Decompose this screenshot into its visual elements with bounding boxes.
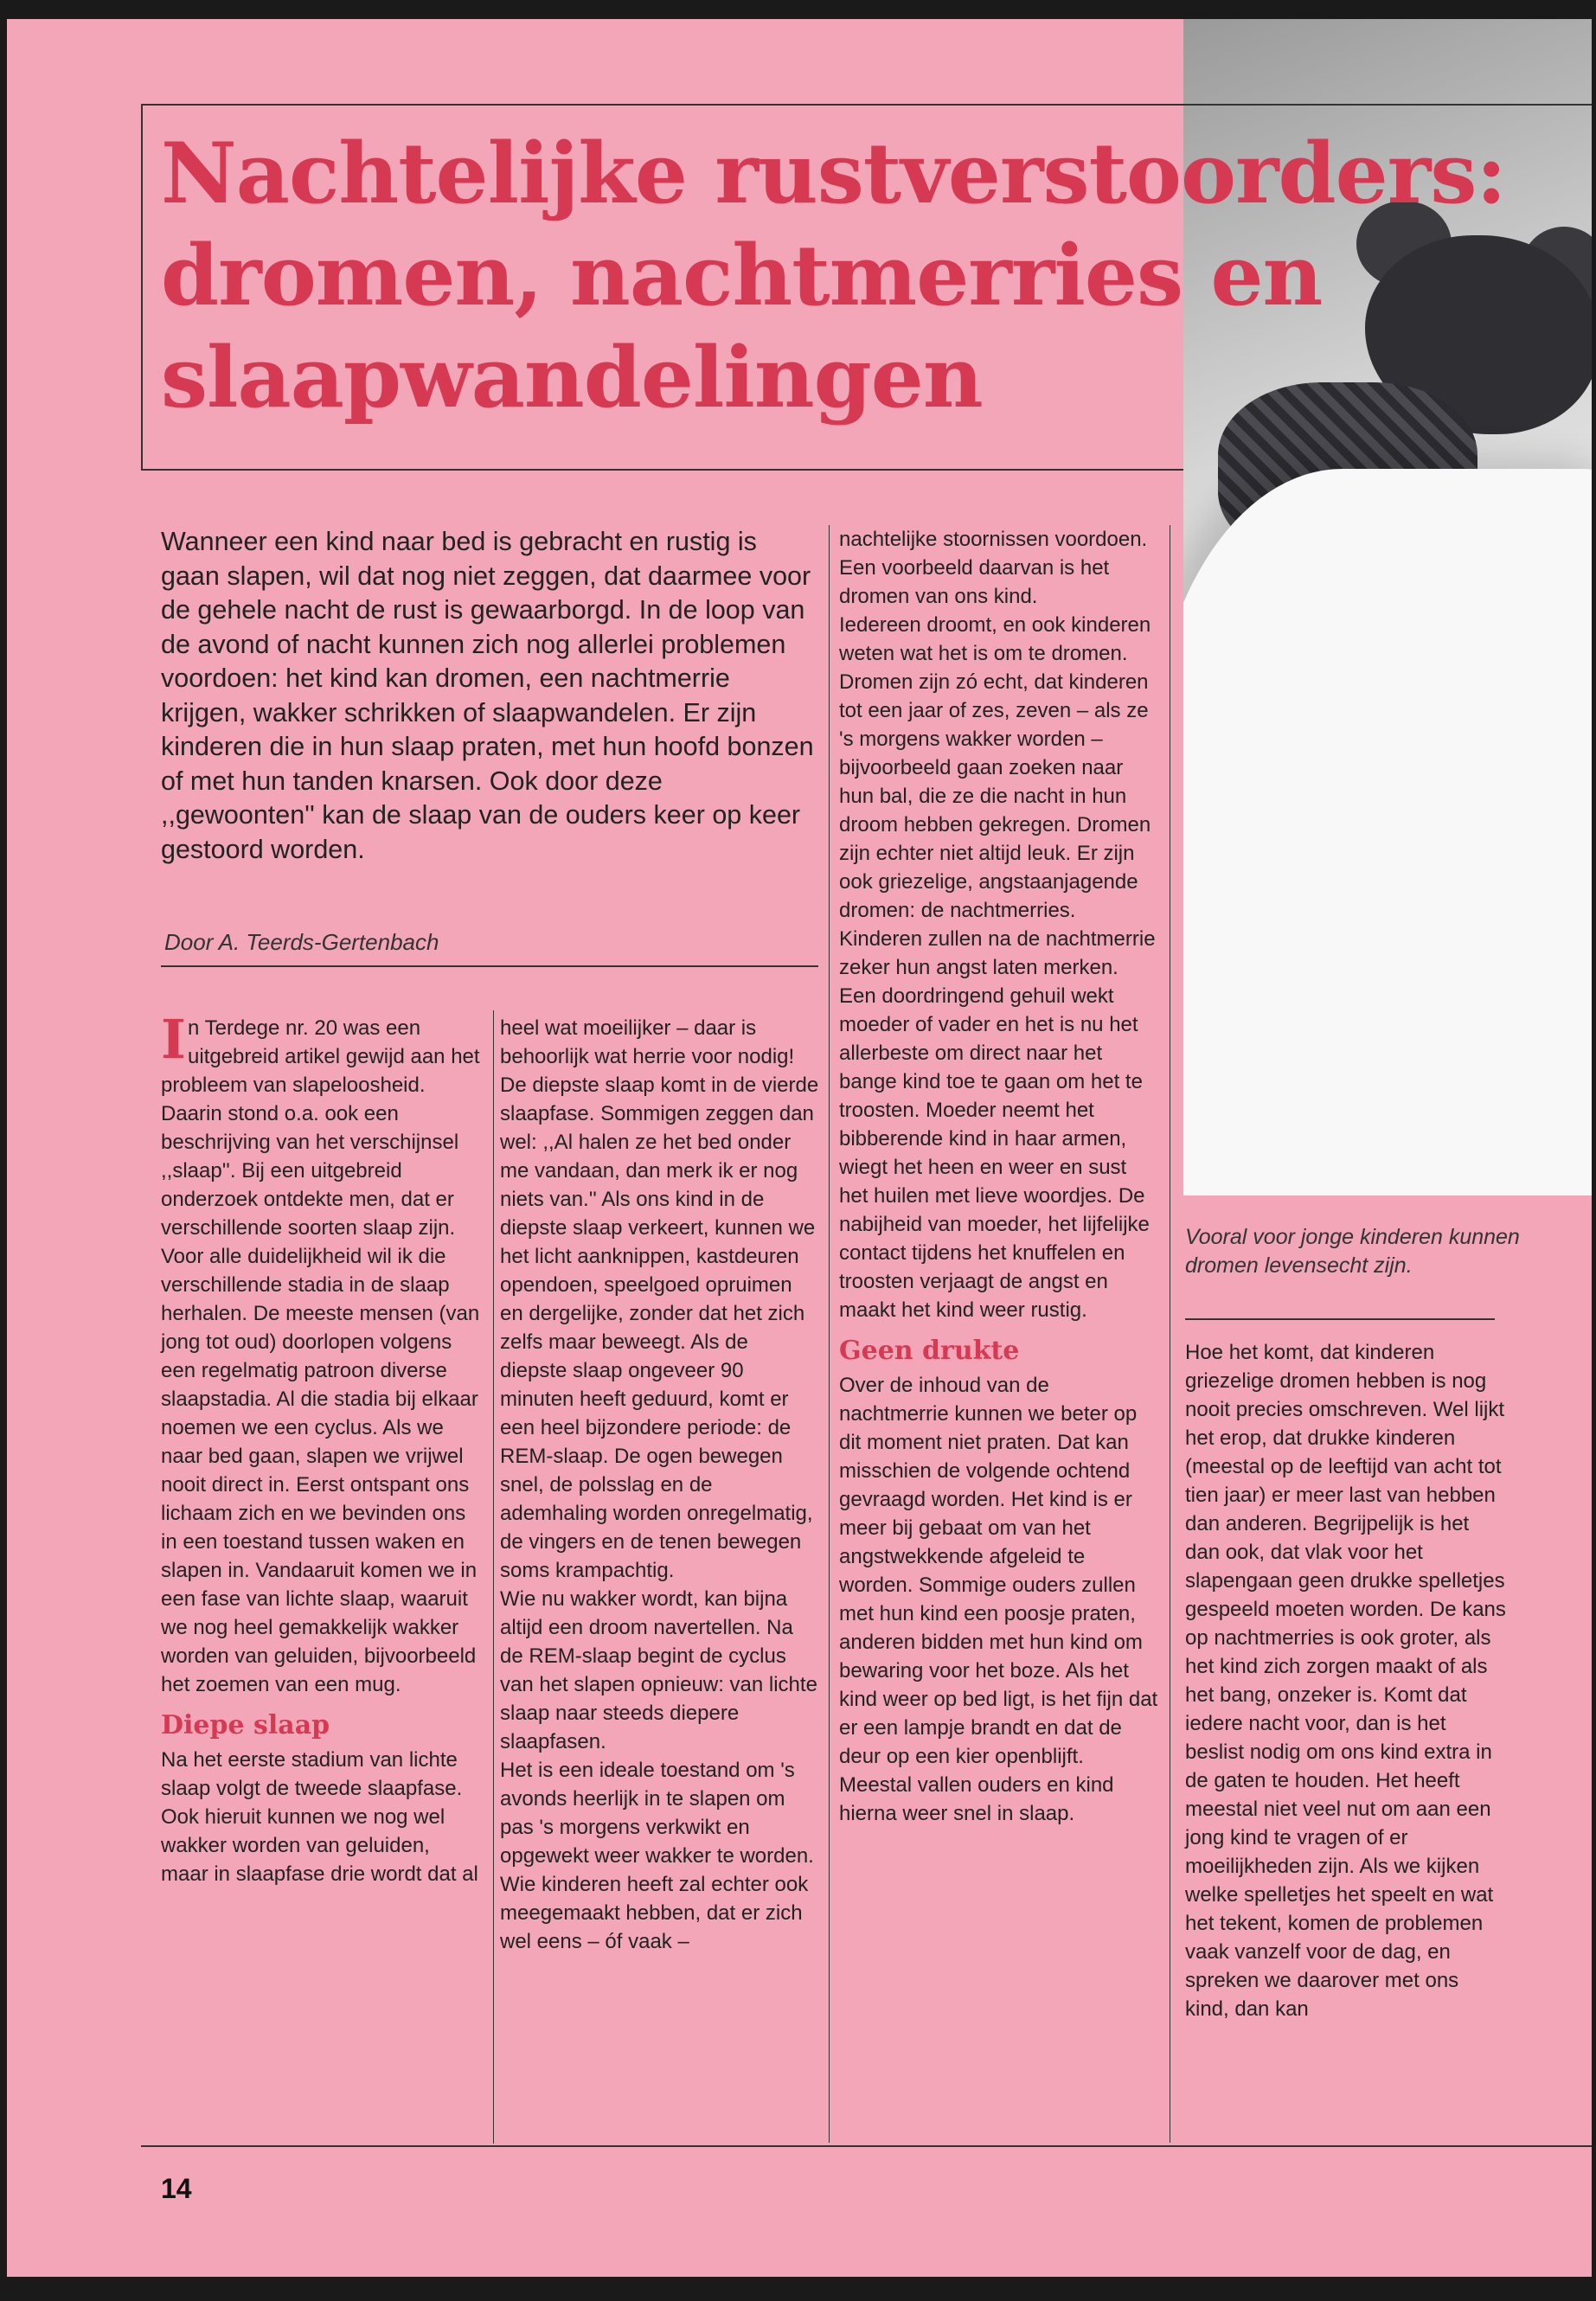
paragraph: nachtelijke stoornissen voordoen. Een voorbeeld daarvan is het dromen van ons kind.	[839, 528, 1148, 608]
page-number: 14	[161, 2173, 192, 2204]
byline-rule	[161, 965, 818, 967]
title-bottom-rule	[141, 469, 1183, 471]
column-4	[1185, 1338, 1507, 2023]
bottom-rule	[141, 2145, 1592, 2147]
byline: Door A. Teerds-Gertenbach	[164, 929, 439, 955]
paragraph: Hoe het komt, dat kinderen griezelige dromen hebben is nog nooit precies omschreven. Wel lijkt het erop, dat drukke kinderen (meestal op de leeftijd van acht tot tien jaar) er meer last van hebben dan anderen. Begrijpelijk is het dan ook, dat vlak voor het slapengaan geen drukke spelletjes gespeeld moeten worden. De kans op nachtmerries is ook groter, als het kind zich zorgen maakt of als het bang, onzeker is. Komt dat iedere nacht voor, dan is het beslist nodig om ons kind extra in de gaten te houden. Het heeft meestal niet veel nut om aan een jong kind te vragen of er moeilijkheden zijn. Als we kijken welke spelletjes het speelt en wat het tekent, komen de problemen vaak vanzelf voor de dag, en spreken we daarover met ons kind, dan kan	[1185, 1341, 1506, 2021]
section-heading: Diepe slaap	[161, 1710, 330, 1740]
title-line: Nachtelijke rustverstoorders:	[161, 125, 1506, 222]
column-2	[500, 1014, 820, 1956]
paragraph	[161, 1008, 481, 1699]
column-1	[161, 1008, 481, 1888]
top-rule	[141, 104, 1592, 106]
paragraph: Over de inhoud van de nachtmerrie kunnen we beter op dit moment niet praten. Dat kan misschien de volgende ochtend gevraagd worden. Het kind is er meer bij gebaat om van het angstwekkende afgeleid te worden. Sommige ouders zullen met hun kind een poosje praten, anderen bidden met hun kind om bewaring voor het boze. Als het kind weer op bed ligt, is het fijn dat er een lampje brandt en dat de deur op een kier openblijft. Meestal vallen ouders en kind hierna weer snel in slaap.	[839, 1374, 1158, 1825]
left-rule	[141, 104, 143, 470]
intro-paragraph: Wanneer een kind naar bed is gebracht en rustig is gaan slapen, wil dat nog niet zeggen, dat daarmee voor de gehele nacht de rust is gewaarborgd. In de loop van de avond of nacht kunnen zich nog allerlei problemen voordoen: het kind kan dromen, een nachtmerrie krijgen, wakker schrikken of slaapwandelen. Er zijn kinderen die in hun slaap praten, met hun hoofd bonzen of met hun tanden knarsen. Ook door deze ,,gewoonten'' kan de slaap van de ouders keer op keer gestoord worden.	[161, 527, 814, 864]
column-divider	[493, 1010, 494, 2144]
paragraph-text: n Terdege nr. 20 was een uitgebreid artikel gewijd aan het probleem van slapeloosheid. Daarin stond o.a. ook een beschrijving van het verschijnsel ,,slaap''. Bij een uitgebreid onderzoek ontdekte men, dat er verschillende soorten slaap zijn. Voor alle duidelijkheid wil ik die verschillende stadia in de slaap herhalen. De meeste mensen (van jong tot oud) doorlopen volgens een regelmatig patroon diverse slaapstadia. Al die stadia bij elkaar noemen we een cyclus. Als we naar bed gaan, slapen we vrijwel nooit direct in. Eerst ontspant ons lichaam zich en we bevinden ons in een toestand tussen waken en slapen in. Vandaaruit komen we in een fase van lichte slaap, waaruit we nog heel gemakkelijk wakker worden van geluiden, bijvoorbeeld het zoemen van een mug.	[161, 1016, 480, 1696]
magazine-page	[7, 19, 1592, 2277]
section-heading: Geen drukte	[839, 1336, 1020, 1366]
photo-caption: Vooral voor jonge kinderen kunnen dromen levensecht zijn.	[1185, 1225, 1520, 1278]
title-line: dromen, nachtmerries en	[161, 227, 1323, 324]
paragraph: Het is een ideale toestand om 's avonds heerlijk in te slapen om pas 's morgens verkwikt en opgewekt weer wakker te worden. Wie kinderen heeft zal echter ook meegemaakt hebben, dat er zich wel eens – óf vaak –	[500, 1759, 814, 1953]
paragraph: Na het eerste stadium van lichte slaap volgt de tweede slaapfase. Ook hieruit kunnen we nog wel wakker worden van geluiden, maar in slaapfase drie wordt dat al	[161, 1748, 478, 1886]
paragraph: Wie nu wakker wordt, kan bijna altijd een droom navertellen. Na de REM-slaap begint de cyclus van het slapen opnieuw: van lichte slaap naar steeds diepere slaapfasen.	[500, 1587, 817, 1753]
column-divider	[829, 525, 830, 2143]
bed-sheet	[1183, 469, 1592, 1195]
drop-cap: I	[161, 1008, 187, 1071]
article-title	[161, 123, 1562, 429]
title-line: slaapwandelingen	[161, 329, 983, 426]
caption-rule	[1185, 1318, 1495, 1320]
column-3	[839, 525, 1161, 1828]
paragraph: heel wat moeilijker – daar is behoorlijk wat herrie voor nodig! De diepste slaap komt in de vierde slaapfase. Sommigen zeggen dan wel: ,,Al halen ze het bed onder me vandaan, dan merk ik er nog niets van.'' Als ons kind in de diepste slaap verkeert, kunnen we het licht aanknippen, kastdeuren opendoen, speelgoed opruimen en dergelijke, zonder dat het zich zelfs maar beweegt. Als de diepste slaap ongeveer 90 minuten heeft geduurd, komt er een heel bijzondere periode: de REM-slaap. De ogen bewegen snel, de polsslag en de ademhaling worden onregelmatig, de vingers en de tenen bewegen soms krampachtig.	[500, 1016, 819, 1582]
paragraph: Iedereen droomt, en ook kinderen weten wat het is om te dromen. Dromen zijn zó echt, dat kinderen tot een jaar of zes, zeven – als ze 's morgens wakker worden – bijvoorbeeld gaan zoeken naar hun bal, die ze die nacht in hun droom hebben gekregen. Dromen zijn echter niet altijd leuk. Er zijn ook griezelige, angstaanjagende dromen: de nachtmerries. Kinderen zullen na de nachtmerrie zeker hun angst laten merken. Een doordringend gehuil wekt moeder of vader en het is nu het allerbeste om direct naar het bange kind toe te gaan om het te troosten. Moeder neemt het bibberende kind in haar armen, wiegt het heen en weer en sust het huilen met lieve woordjes. De nabijheid van moeder, het lijfelijke contact tijdens het knuffelen en troosten verjaagt de angst en maakt het kind weer rustig.	[839, 613, 1156, 1322]
